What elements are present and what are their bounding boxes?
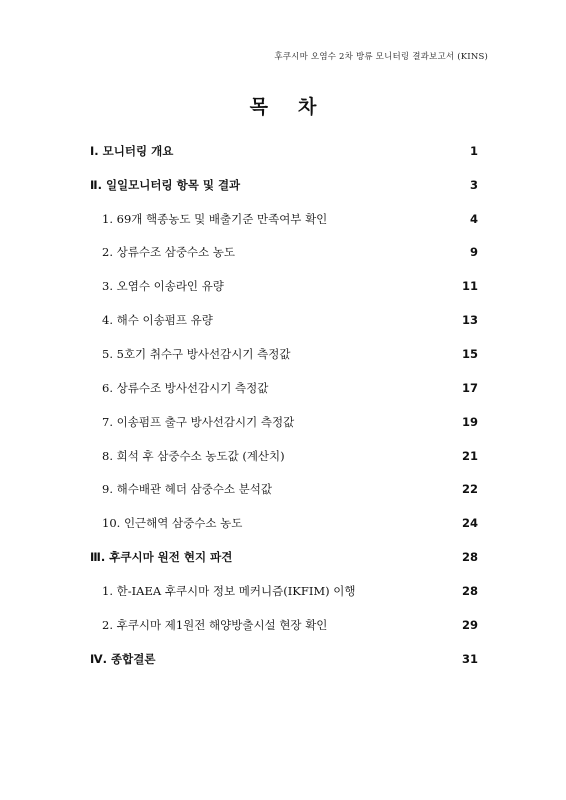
page-title [0,92,566,119]
toc-entry-label: 3. 오염수 이송라인 유량 [102,279,224,294]
toc-entry-2-8[interactable] [90,439,478,473]
toc-entry-label: 10. 인근해역 삼중수소 농도 [102,516,243,531]
toc-entry-2-9[interactable] [90,472,478,506]
toc-entry-label: 7. 이송펌프 출구 방사선감시기 측정값 [102,414,295,429]
toc-entry-2-6[interactable] [90,371,478,405]
toc-entry-label: 1. 69개 핵종농도 및 배출기준 만족여부 확인 [102,211,328,226]
toc-entry-page: 13 [461,313,478,328]
table-of-contents [90,134,478,676]
running-header: 후쿠시마 오염수 2차 방류 모니터링 결과보고서 (KINS) [274,52,488,62]
toc-entry-label: Ⅰ. 모니터링 개요 [90,143,174,158]
title-char-1: 목 [249,96,268,118]
toc-entry-page: 21 [461,448,478,463]
title-char-2: 차 [298,96,317,118]
toc-entry-2-3[interactable] [90,269,478,303]
toc-entry-label: 6. 상류수조 방사선감시기 측정값 [102,380,269,395]
toc-entry-section-2[interactable] [90,168,478,202]
toc-entry-section-1[interactable] [90,134,478,168]
toc-entry-label: Ⅱ. 일일모니터링 항목 및 결과 [90,177,241,192]
toc-entry-2-1[interactable] [90,202,478,236]
toc-entry-section-3[interactable] [90,540,478,574]
toc-entry-3-1[interactable] [90,574,478,608]
toc-entry-label: 4. 해수 이송펌프 유량 [102,313,213,328]
toc-entry-page: 3 [469,177,478,192]
toc-entry-page: 15 [461,346,478,361]
toc-entry-label: 2. 후쿠시마 제1원전 해양방출시설 현장 확인 [102,617,328,632]
toc-entry-page: 28 [461,550,478,565]
toc-entry-page: 29 [461,617,478,632]
toc-entry-page: 17 [461,380,478,395]
toc-entry-label: Ⅲ. 후쿠시마 원전 현지 파견 [90,550,233,565]
toc-entry-section-4[interactable] [90,642,478,676]
toc-entry-label: 5. 5호기 취수구 방사선감시기 측정값 [102,346,291,361]
toc-entry-3-2[interactable] [90,608,478,642]
toc-entry-2-2[interactable] [90,236,478,270]
toc-entry-label: 9. 해수배관 헤더 삼중수소 분석값 [102,482,273,497]
toc-entry-2-5[interactable] [90,337,478,371]
toc-entry-label: 1. 한-IAEA 후쿠시마 정보 메커니즘(IKFIM) 이행 [102,583,356,598]
toc-entry-page: 19 [461,414,478,429]
toc-entry-label: 2. 상류수조 삼중수소 농도 [102,245,236,260]
toc-entry-page: 1 [469,143,478,158]
toc-entry-page: 31 [461,651,478,666]
toc-entry-2-7[interactable] [90,405,478,439]
toc-entry-page: 4 [469,211,478,226]
toc-entry-label: 8. 희석 후 삼중수소 농도값 (계산치) [102,448,285,463]
toc-entry-label: Ⅳ. 종합결론 [90,651,156,666]
toc-entry-2-10[interactable] [90,506,478,540]
toc-entry-page: 22 [461,482,478,497]
toc-entry-page: 11 [461,279,478,294]
toc-entry-2-4[interactable] [90,303,478,337]
toc-entry-page: 28 [461,583,478,598]
toc-entry-page: 9 [469,245,478,260]
toc-entry-page: 24 [461,516,478,531]
